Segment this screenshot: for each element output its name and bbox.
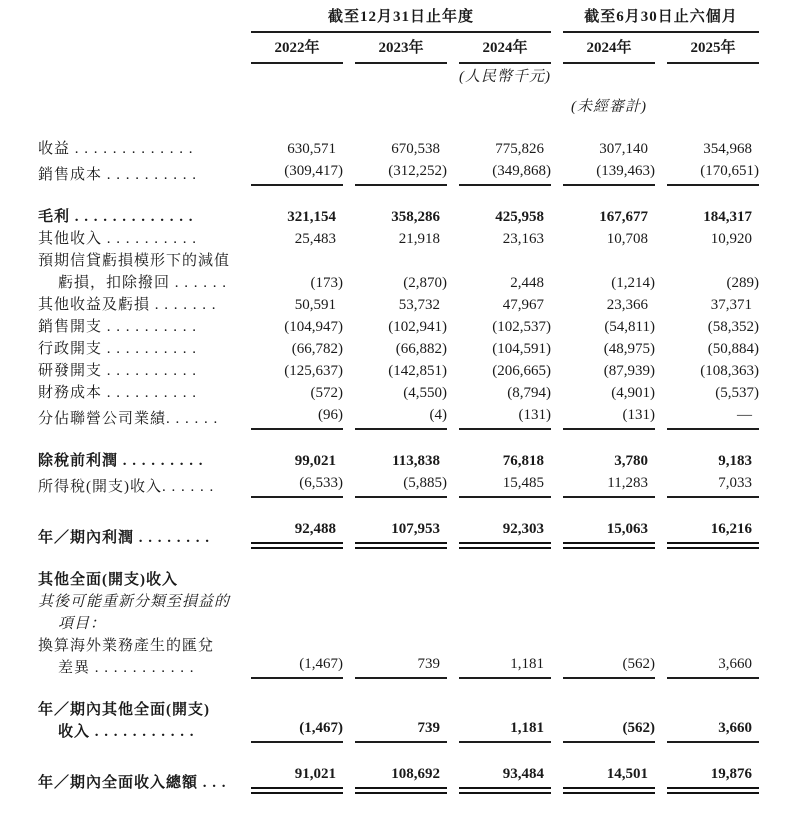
value-cell xyxy=(447,360,551,382)
value-cell xyxy=(343,360,447,382)
value-text: (104,591) xyxy=(492,341,551,357)
value-text: (349,868) xyxy=(459,160,551,186)
table-header xyxy=(38,6,759,118)
value-cell xyxy=(447,591,551,635)
empty-cell xyxy=(551,64,655,88)
value-text: (572) xyxy=(310,385,343,401)
table-row xyxy=(38,382,759,404)
value-cell xyxy=(343,382,447,404)
value-text: (58,352) xyxy=(707,319,759,335)
value-cell xyxy=(655,430,759,472)
row-label-line: 年／期內其他全面(開支) xyxy=(38,702,210,718)
year-column-header: 2025年 xyxy=(655,33,759,64)
value-cell xyxy=(239,591,343,635)
value-cell xyxy=(239,118,343,160)
value-cell xyxy=(551,382,655,404)
value-cell xyxy=(655,160,759,186)
value-text: 19,876 xyxy=(667,763,759,794)
value-cell xyxy=(655,360,759,382)
value-text: (104,947) xyxy=(284,319,343,335)
value-text: (54,811) xyxy=(604,319,655,335)
value-text: 184,317 xyxy=(703,209,752,225)
value-text: 739 xyxy=(355,653,447,679)
table-row xyxy=(38,635,759,679)
value-cell xyxy=(343,186,447,228)
value-text: 354,968 xyxy=(703,141,752,157)
empty-cell xyxy=(447,88,551,118)
value-text: (1,467) xyxy=(251,653,343,679)
row-label xyxy=(38,228,239,250)
value-cell xyxy=(239,430,343,472)
value-text: 7,033 xyxy=(667,472,759,498)
value-cell xyxy=(239,338,343,360)
value-text: (66,882) xyxy=(395,341,447,357)
value-cell xyxy=(655,294,759,316)
row-label xyxy=(38,498,239,549)
currency-note: (人民幣千元) xyxy=(459,69,551,85)
table-row xyxy=(38,679,759,743)
table-row xyxy=(38,186,759,228)
value-cell xyxy=(343,498,447,549)
value-cell xyxy=(343,635,447,679)
value-text: 739 xyxy=(355,717,447,743)
value-cell xyxy=(343,591,447,635)
value-text: 37,371 xyxy=(710,297,752,313)
value-cell xyxy=(447,316,551,338)
value-cell xyxy=(343,294,447,316)
value-text: 3,660 xyxy=(667,717,759,743)
table-row xyxy=(38,498,759,549)
row-label-line: 銷售成本 . . . . . . . . . . xyxy=(38,167,198,183)
value-cell xyxy=(655,549,759,591)
table-row xyxy=(38,316,759,338)
value-cell xyxy=(655,186,759,228)
value-text: 15,063 xyxy=(563,518,655,549)
value-text: 425,958 xyxy=(495,209,544,225)
value-text: (66,782) xyxy=(291,341,343,357)
value-cell xyxy=(655,679,759,743)
value-cell xyxy=(655,250,759,294)
table-row xyxy=(38,430,759,472)
value-cell xyxy=(343,228,447,250)
table-row xyxy=(38,228,759,250)
empty-cell xyxy=(38,6,239,33)
value-text: (102,941) xyxy=(388,319,447,335)
value-text: (4,901) xyxy=(611,385,655,401)
value-text: 9,183 xyxy=(718,453,752,469)
table-row xyxy=(38,294,759,316)
empty-cell xyxy=(239,88,343,118)
value-cell xyxy=(655,404,759,430)
value-text: (131) xyxy=(563,404,655,430)
row-label xyxy=(38,118,239,160)
value-text: (173) xyxy=(310,275,343,291)
row-label xyxy=(38,472,239,498)
year-column-header: 2023年 xyxy=(343,33,447,64)
row-label-line: 收入 . . . . . . . . . . . xyxy=(58,724,195,740)
value-text: 2,448 xyxy=(510,275,544,291)
value-cell xyxy=(447,635,551,679)
unaudited-note: (未經審計) xyxy=(571,99,647,115)
value-text: 14,501 xyxy=(563,763,655,794)
value-text: 307,140 xyxy=(599,141,648,157)
value-cell xyxy=(343,472,447,498)
row-label-line: 虧損，扣除撥回 . . . . . . xyxy=(58,275,228,291)
row-label xyxy=(38,635,239,679)
value-cell xyxy=(551,679,655,743)
value-cell xyxy=(239,250,343,294)
row-label-line: 除稅前利潤 . . . . . . . . . xyxy=(38,453,204,469)
column-group-interim xyxy=(551,6,759,33)
row-label-line: 其他收入 . . . . . . . . . . xyxy=(38,231,198,247)
value-cell xyxy=(447,743,551,794)
value-text: 113,838 xyxy=(392,453,440,469)
value-cell xyxy=(239,186,343,228)
row-label-line: 差異 . . . . . . . . . . . xyxy=(58,660,195,676)
value-text: 167,677 xyxy=(599,209,648,225)
value-cell xyxy=(551,549,655,591)
value-cell xyxy=(447,382,551,404)
value-cell xyxy=(551,250,655,294)
value-cell xyxy=(447,498,551,549)
row-label-line: 所得稅(開支)收入. . . . . . xyxy=(38,479,215,495)
row-label xyxy=(38,382,239,404)
value-cell xyxy=(551,360,655,382)
empty-cell xyxy=(38,64,239,88)
value-cell xyxy=(447,338,551,360)
value-cell xyxy=(551,186,655,228)
value-cell xyxy=(447,679,551,743)
value-cell xyxy=(447,294,551,316)
value-text: 15,485 xyxy=(459,472,551,498)
value-cell xyxy=(239,498,343,549)
row-label xyxy=(38,360,239,382)
value-cell xyxy=(551,118,655,160)
value-text: (87,939) xyxy=(603,363,655,379)
value-text: (2,870) xyxy=(403,275,447,291)
row-label-line: 年／期內全面收入總額 . . . xyxy=(38,775,227,791)
value-cell xyxy=(343,549,447,591)
value-cell xyxy=(447,404,551,430)
value-text: (50,884) xyxy=(707,341,759,357)
year-header-row xyxy=(38,33,759,64)
row-label-line: 銷售開支 . . . . . . . . . . xyxy=(38,319,198,335)
column-group-interim-label: 截至6月30日止六個月 xyxy=(563,6,759,33)
value-cell xyxy=(551,160,655,186)
table-row xyxy=(38,591,759,635)
value-text: (562) xyxy=(563,717,655,743)
value-cell xyxy=(655,118,759,160)
value-cell xyxy=(447,228,551,250)
value-text: (102,537) xyxy=(492,319,551,335)
value-text: (206,665) xyxy=(492,363,551,379)
value-text: 16,216 xyxy=(667,518,759,549)
table-row xyxy=(38,250,759,294)
empty-cell xyxy=(343,64,447,88)
value-text: 11,283 xyxy=(563,472,655,498)
table-row xyxy=(38,404,759,430)
value-cell xyxy=(447,160,551,186)
row-label-line: 毛利 . . . . . . . . . . . . . xyxy=(38,209,194,225)
row-label-line: 其他收益及虧損 . . . . . . . xyxy=(38,297,217,313)
row-label-line: 其後可能重新分類至損益的 xyxy=(38,594,231,610)
year-column-header: 2022年 xyxy=(239,33,343,64)
table-row xyxy=(38,549,759,591)
row-label xyxy=(38,294,239,316)
value-text: 53,732 xyxy=(398,297,440,313)
value-text: (48,975) xyxy=(603,341,655,357)
value-cell xyxy=(239,160,343,186)
value-cell xyxy=(447,472,551,498)
value-text: 358,286 xyxy=(391,209,440,225)
value-cell xyxy=(551,743,655,794)
empty-cell xyxy=(38,88,239,118)
value-cell xyxy=(239,549,343,591)
value-cell xyxy=(239,382,343,404)
value-text: 91,021 xyxy=(251,763,343,794)
row-label xyxy=(38,338,239,360)
row-label-line: 研發開支 . . . . . . . . . . xyxy=(38,363,198,379)
value-cell xyxy=(551,338,655,360)
value-text: 10,708 xyxy=(606,231,648,247)
value-text: 92,303 xyxy=(459,518,551,549)
value-text: — xyxy=(667,404,759,430)
value-text: (562) xyxy=(563,653,655,679)
value-cell xyxy=(655,472,759,498)
value-cell xyxy=(551,430,655,472)
row-label xyxy=(38,186,239,228)
row-label-line: 財務成本 . . . . . . . . . . xyxy=(38,385,198,401)
value-cell xyxy=(655,228,759,250)
value-text: (108,363) xyxy=(700,363,759,379)
unaudited-note-row xyxy=(38,88,759,118)
table-row xyxy=(38,160,759,186)
value-cell xyxy=(239,360,343,382)
row-label xyxy=(38,430,239,472)
value-text: (142,851) xyxy=(388,363,447,379)
value-cell xyxy=(343,679,447,743)
value-cell xyxy=(551,316,655,338)
value-text: (1,467) xyxy=(251,717,343,743)
value-cell xyxy=(239,294,343,316)
value-text: (309,417) xyxy=(251,160,343,186)
row-label xyxy=(38,743,239,794)
value-text: 25,483 xyxy=(294,231,336,247)
value-cell xyxy=(239,228,343,250)
value-text: 321,154 xyxy=(287,209,336,225)
row-label-line: 換算海外業務產生的匯兌 xyxy=(38,638,215,654)
value-text: 775,826 xyxy=(495,141,544,157)
row-label xyxy=(38,316,239,338)
row-label xyxy=(38,549,239,591)
value-text: (8,794) xyxy=(507,385,551,401)
value-cell xyxy=(343,316,447,338)
row-label xyxy=(38,250,239,294)
row-label-line: 其他全面(開支)收入 xyxy=(38,572,178,588)
row-label-line: 分佔聯營公司業績. . . . . . xyxy=(38,411,219,427)
value-text: (139,463) xyxy=(563,160,655,186)
value-cell xyxy=(655,498,759,549)
empty-cell xyxy=(655,88,759,118)
row-label-line: 行政開支 . . . . . . . . . . xyxy=(38,341,198,357)
value-text: 93,484 xyxy=(459,763,551,794)
empty-cell xyxy=(343,88,447,118)
value-text: 50,591 xyxy=(294,297,336,313)
row-label-line: 預期信貸虧損模形下的減值 xyxy=(38,253,231,269)
value-cell xyxy=(343,743,447,794)
row-label-line: 項目： xyxy=(58,616,107,632)
empty-cell xyxy=(38,33,239,64)
value-text: (4) xyxy=(355,404,447,430)
value-text: (289) xyxy=(726,275,759,291)
value-cell xyxy=(655,743,759,794)
value-cell xyxy=(447,250,551,294)
value-text: 630,571 xyxy=(287,141,336,157)
value-cell xyxy=(239,404,343,430)
value-text: 99,021 xyxy=(294,453,336,469)
value-text: 3,660 xyxy=(667,653,759,679)
table-row xyxy=(38,743,759,794)
value-cell xyxy=(551,472,655,498)
value-text: 3,780 xyxy=(614,453,648,469)
value-text: (170,651) xyxy=(667,160,759,186)
value-cell xyxy=(239,316,343,338)
empty-cell xyxy=(655,64,759,88)
value-cell xyxy=(239,679,343,743)
column-group-annual-label: 截至12月31日止年度 xyxy=(251,6,551,33)
value-cell xyxy=(551,591,655,635)
row-label xyxy=(38,679,239,743)
table-row xyxy=(38,118,759,160)
value-cell xyxy=(239,743,343,794)
value-cell xyxy=(655,316,759,338)
value-text: 1,181 xyxy=(459,717,551,743)
income-statement-table xyxy=(38,6,759,794)
value-text: (96) xyxy=(251,404,343,430)
value-cell xyxy=(551,228,655,250)
value-text: (1,214) xyxy=(611,275,655,291)
value-text: 76,818 xyxy=(502,453,544,469)
year-column-header: 2024年 xyxy=(447,33,551,64)
value-text: (6,533) xyxy=(251,472,343,498)
value-text: (312,252) xyxy=(355,160,447,186)
value-cell xyxy=(343,118,447,160)
value-text: (5,537) xyxy=(715,385,759,401)
value-cell xyxy=(551,635,655,679)
value-cell xyxy=(655,382,759,404)
value-text: (5,885) xyxy=(355,472,447,498)
empty-cell xyxy=(239,64,343,88)
table-body xyxy=(38,118,759,794)
row-label xyxy=(38,591,239,635)
value-cell xyxy=(343,430,447,472)
value-text: 23,163 xyxy=(502,231,544,247)
row-label-line: 收益 . . . . . . . . . . . . . xyxy=(38,141,194,157)
unaudited-note-cell xyxy=(551,88,655,118)
table-row xyxy=(38,360,759,382)
value-cell xyxy=(447,118,551,160)
value-text: 107,953 xyxy=(355,518,447,549)
value-text: 47,967 xyxy=(502,297,544,313)
column-group-row xyxy=(38,6,759,33)
value-cell xyxy=(239,635,343,679)
value-cell xyxy=(447,549,551,591)
value-cell xyxy=(447,186,551,228)
value-cell xyxy=(655,635,759,679)
table-row xyxy=(38,338,759,360)
value-text: 108,692 xyxy=(355,763,447,794)
value-text: 10,920 xyxy=(710,231,752,247)
currency-note-cell xyxy=(447,64,551,88)
column-group-annual xyxy=(239,6,551,33)
row-label xyxy=(38,160,239,186)
value-cell xyxy=(239,472,343,498)
value-cell xyxy=(343,250,447,294)
value-text: 92,488 xyxy=(251,518,343,549)
value-cell xyxy=(551,294,655,316)
value-cell xyxy=(551,404,655,430)
value-text: 670,538 xyxy=(391,141,440,157)
value-text: 23,366 xyxy=(606,297,648,313)
value-cell xyxy=(343,160,447,186)
currency-note-row xyxy=(38,64,759,88)
value-text: (4,550) xyxy=(403,385,447,401)
value-cell xyxy=(343,404,447,430)
value-cell xyxy=(447,430,551,472)
value-text: 1,181 xyxy=(459,653,551,679)
value-cell xyxy=(343,338,447,360)
row-label xyxy=(38,404,239,430)
value-text: 21,918 xyxy=(398,231,440,247)
value-text: (131) xyxy=(459,404,551,430)
value-cell xyxy=(655,591,759,635)
value-cell xyxy=(551,498,655,549)
value-cell xyxy=(655,338,759,360)
year-column-header: 2024年 xyxy=(551,33,655,64)
value-text: (125,637) xyxy=(284,363,343,379)
row-label-line: 年／期內利潤 . . . . . . . . xyxy=(38,530,211,546)
table-row xyxy=(38,472,759,498)
